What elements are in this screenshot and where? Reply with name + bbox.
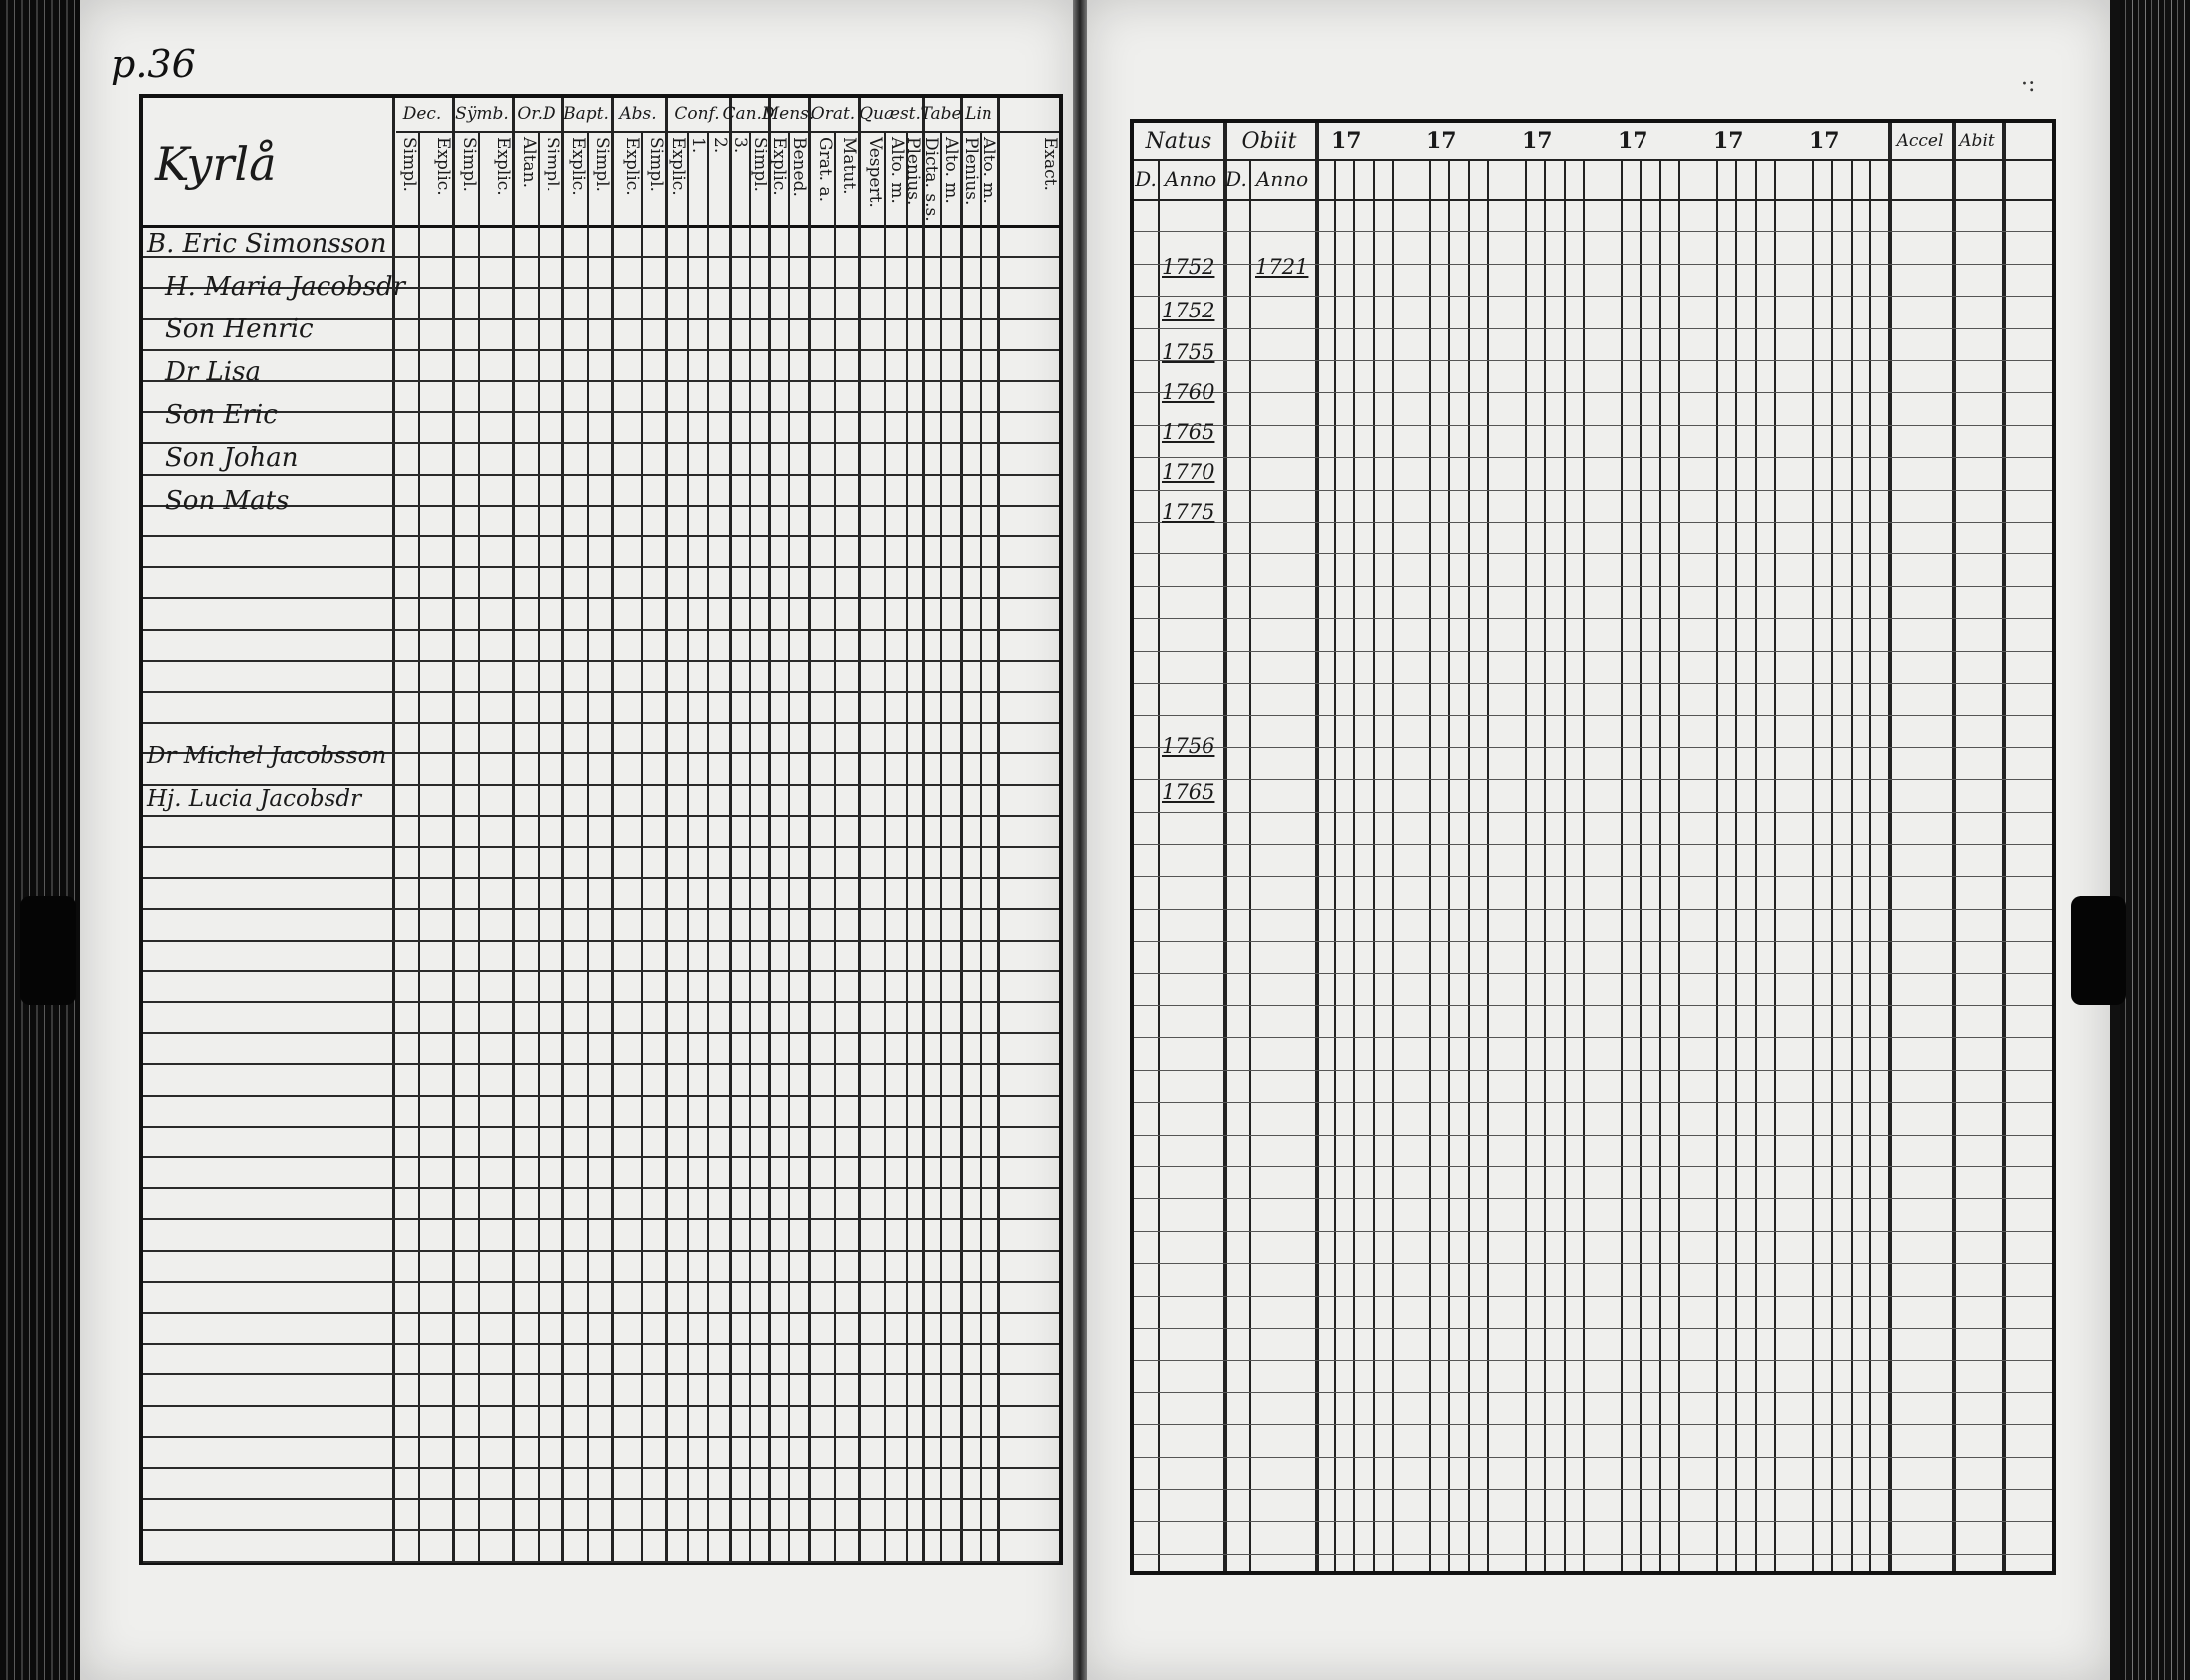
column-group-header: Sÿmb. xyxy=(455,105,509,124)
column-subheader: Plenius. xyxy=(961,137,981,206)
column-group-header: Orat. xyxy=(810,105,856,124)
column-subheader: Explic. xyxy=(568,137,588,196)
birth-year: 1760 xyxy=(1162,380,1215,404)
book-edge-right xyxy=(2120,0,2190,1680)
table-row xyxy=(1134,1328,2052,1329)
column-rule xyxy=(665,98,668,1561)
table-row xyxy=(143,815,1059,817)
table-row xyxy=(1134,715,2052,716)
table-row xyxy=(1134,553,2052,554)
table-row xyxy=(1134,586,2052,587)
column-group-header: Tabe xyxy=(920,105,962,124)
column-group-header: 17 xyxy=(1331,128,1362,154)
book-edge-left xyxy=(0,0,90,1680)
column-subheader: Simpl. xyxy=(592,137,612,192)
column-subheader: Simpl. xyxy=(750,137,769,192)
table-row xyxy=(143,535,1059,537)
column-subheader: Explic. xyxy=(622,137,642,196)
column-subheader: Simpl. xyxy=(399,137,419,192)
table-row xyxy=(143,660,1059,662)
death-year: 1721 xyxy=(1255,255,1309,279)
table-row xyxy=(1134,1102,2052,1103)
table-row xyxy=(143,1187,1059,1189)
column-rule xyxy=(452,98,455,1561)
table-row xyxy=(143,1218,1059,1220)
table-row xyxy=(1134,812,2052,813)
column-subheader: Alto. m. xyxy=(941,137,961,204)
column-subheader: D. xyxy=(1135,167,1157,191)
table-row xyxy=(143,1095,1059,1097)
birth-year: 1755 xyxy=(1162,340,1215,364)
household-member-name: H. Maria Jacobsdr xyxy=(165,272,406,303)
column-rule xyxy=(2002,123,2006,1571)
table-row xyxy=(143,1405,1059,1407)
table-row xyxy=(143,1436,1059,1438)
table-row xyxy=(1134,1263,2052,1264)
table-row xyxy=(1134,1005,2052,1006)
table-row xyxy=(143,349,1059,351)
table-row xyxy=(1134,1037,2052,1038)
column-subheader: 3. xyxy=(730,137,750,154)
table-row xyxy=(143,1561,1059,1563)
column-subheader: Grat. a. xyxy=(815,137,835,203)
table-row xyxy=(1134,392,2052,393)
column-group-header: 17 xyxy=(1426,128,1457,154)
column-subheader: Simpl. xyxy=(646,137,666,192)
corner-mark: ·: xyxy=(2021,72,2036,97)
table-row xyxy=(1134,941,2052,942)
table-row xyxy=(143,1032,1059,1034)
column-group-header: Quæst. xyxy=(859,105,921,124)
table-row xyxy=(143,691,1059,693)
table-row xyxy=(143,1250,1059,1252)
parish-name: Kyrlå xyxy=(155,137,277,191)
table-row xyxy=(143,1063,1059,1065)
table-row xyxy=(143,1281,1059,1283)
column-group-header: Lin xyxy=(965,105,992,124)
table-row xyxy=(143,629,1059,631)
column-rule xyxy=(561,98,564,1561)
column-group-header: Obiit xyxy=(1241,128,1297,154)
table-row xyxy=(143,1373,1059,1375)
household-member-name: Son Henric xyxy=(165,315,314,345)
column-subheader: Simpl. xyxy=(543,137,562,192)
table-row xyxy=(143,597,1059,599)
column-subheader: Altan. xyxy=(519,137,539,189)
table-row xyxy=(143,474,1059,476)
table-row xyxy=(1134,1521,2052,1522)
table-row xyxy=(1134,1360,2052,1361)
column-group-header: Dec. xyxy=(402,105,442,124)
column-rule xyxy=(922,98,925,1561)
table-row xyxy=(143,940,1059,942)
column-subheader: Vespert. xyxy=(865,137,885,208)
table-row xyxy=(1134,328,2052,329)
column-subheader: D. xyxy=(1225,167,1247,191)
column-group-header: Mens. xyxy=(762,105,815,124)
column-group-header: 17 xyxy=(1522,128,1553,154)
column-group-header: Or.D xyxy=(517,105,556,124)
catechetical-record-table xyxy=(139,94,1063,1565)
table-row xyxy=(143,1312,1059,1314)
column-group-header: Can.D xyxy=(722,105,775,124)
column-subheader: Explic. xyxy=(769,137,789,196)
column-subheader: Simpl. xyxy=(459,137,479,192)
column-rule xyxy=(729,98,732,1561)
column-subheader: Explic. xyxy=(433,137,453,196)
table-row xyxy=(1134,683,2052,684)
birth-year: 1756 xyxy=(1162,735,1215,758)
table-row xyxy=(1134,360,2052,361)
table-row xyxy=(1134,296,2052,297)
column-rule xyxy=(1888,123,1892,1571)
book-gutter xyxy=(1073,0,1087,1680)
column-group-header: Accel xyxy=(1896,131,1944,151)
column-subheader: Dicta. s.s. xyxy=(921,137,941,222)
column-subheader: Anno xyxy=(1255,167,1309,191)
column-rule xyxy=(808,98,811,1561)
table-row xyxy=(143,908,1059,910)
table-row xyxy=(1134,1198,2052,1199)
column-group-header: Conf. xyxy=(674,105,720,124)
column-rule xyxy=(611,98,614,1561)
column-rule xyxy=(1952,123,1956,1571)
table-row xyxy=(143,1156,1059,1158)
birth-year: 1765 xyxy=(1162,780,1215,804)
column-subheader: Exact. xyxy=(1040,137,1060,191)
column-group-header: Natus xyxy=(1145,128,1212,154)
table-row xyxy=(1134,1392,2052,1393)
household-member-name: Dr Lisa xyxy=(165,357,261,388)
table-row xyxy=(1134,425,2052,426)
column-group-header: Bapt. xyxy=(563,105,609,124)
column-rule xyxy=(1223,123,1227,1571)
table-row xyxy=(143,566,1059,568)
column-subheader: Bened. xyxy=(789,137,809,197)
table-row xyxy=(143,1343,1059,1345)
birth-year: 1775 xyxy=(1162,500,1215,524)
table-row xyxy=(1134,618,2052,619)
table-row xyxy=(1134,457,2052,458)
column-rule xyxy=(1315,123,1319,1571)
table-row xyxy=(1134,522,2052,523)
column-subheader: Plenius. xyxy=(903,137,923,206)
column-rule xyxy=(858,98,861,1561)
table-row xyxy=(143,1529,1059,1531)
column-rule xyxy=(512,98,515,1561)
birth-death-table xyxy=(1130,119,2056,1575)
household-member-name: Hj. Lucia Jacobsdr xyxy=(147,785,362,812)
column-subheader: Alto. m. xyxy=(979,137,998,204)
table-row xyxy=(1134,651,2052,652)
table-row xyxy=(1134,844,2052,845)
table-row xyxy=(1134,231,2052,232)
column-subheader: Explic. xyxy=(668,137,688,196)
household-member-name: Dr Michel Jacobsson xyxy=(147,742,387,769)
table-row xyxy=(1134,779,2052,780)
column-subheader: Matut. xyxy=(839,137,859,195)
table-row xyxy=(1134,490,2052,491)
column-group-header: Abit xyxy=(1959,131,1995,151)
household-member-name: B. Eric Simonsson xyxy=(147,229,387,259)
table-row xyxy=(143,1126,1059,1128)
column-subheader: 1. xyxy=(688,137,708,154)
column-rule xyxy=(960,98,963,1561)
table-row xyxy=(1134,1554,2052,1555)
table-row xyxy=(1134,1231,2052,1232)
table-row xyxy=(143,877,1059,879)
column-subheader: Anno xyxy=(1164,167,1217,191)
column-group-header: 17 xyxy=(1618,128,1648,154)
column-group-header: Abs. xyxy=(619,105,657,124)
birth-year: 1752 xyxy=(1162,299,1215,322)
column-subheader: 2. xyxy=(710,137,730,154)
column-rule xyxy=(768,98,771,1561)
birth-year: 1770 xyxy=(1162,460,1215,484)
table-row xyxy=(143,846,1059,848)
column-subheader: Alto. m. xyxy=(887,137,907,204)
table-row xyxy=(143,1001,1059,1003)
table-row xyxy=(1134,876,2052,877)
table-row xyxy=(143,1467,1059,1469)
birth-year: 1752 xyxy=(1162,255,1215,279)
birth-year: 1765 xyxy=(1162,420,1215,444)
table-row xyxy=(143,722,1059,724)
table-row xyxy=(143,970,1059,972)
page-number: p.36 xyxy=(111,42,196,86)
table-row xyxy=(1134,747,2052,748)
table-row xyxy=(1134,1489,2052,1490)
household-member-name: Son Mats xyxy=(165,486,290,517)
clip-right xyxy=(2071,896,2126,1005)
column-rule xyxy=(997,98,1000,1561)
table-row xyxy=(1134,1424,2052,1425)
table-row xyxy=(1134,1457,2052,1458)
header-bottom-rule xyxy=(1134,199,2052,201)
table-row xyxy=(1134,1296,2052,1297)
table-row xyxy=(1134,909,2052,910)
table-row xyxy=(143,1498,1059,1500)
column-group-header: 17 xyxy=(1713,128,1744,154)
table-row xyxy=(1134,1070,2052,1071)
table-row xyxy=(1134,973,2052,974)
column-subheader: Explic. xyxy=(493,137,513,196)
column-group-header: 17 xyxy=(1809,128,1840,154)
household-member-name: Son Johan xyxy=(165,443,299,474)
clip-left xyxy=(20,896,76,1005)
household-member-name: Son Eric xyxy=(165,400,278,431)
table-row xyxy=(1134,1135,2052,1136)
table-row xyxy=(1134,1166,2052,1167)
